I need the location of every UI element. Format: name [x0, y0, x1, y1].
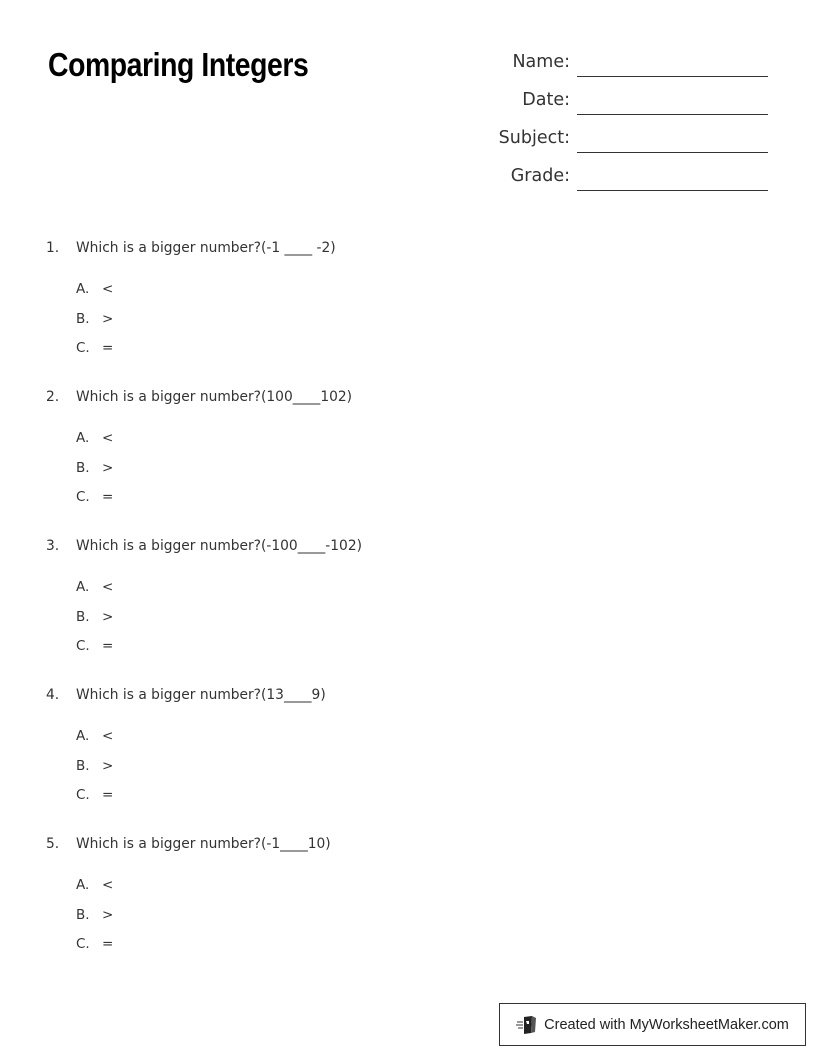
answer-option-b[interactable] — [46, 311, 746, 341]
option-letter: B. — [76, 310, 90, 327]
answer-option-c[interactable] — [46, 787, 746, 817]
answer-option-a[interactable] — [46, 579, 746, 609]
option-letter: B. — [76, 459, 90, 476]
answer-option-c[interactable] — [46, 638, 746, 668]
question-text: Which is a bigger number?(100____102) — [76, 389, 353, 405]
question-number: 2. — [46, 389, 60, 405]
option-text: = — [102, 787, 114, 803]
option-letter: C. — [76, 936, 90, 952]
worksheet-logo-icon — [516, 1015, 538, 1035]
question-1 — [46, 240, 746, 389]
question-header — [46, 538, 746, 579]
field-label: Subject: — [498, 128, 570, 148]
option-letter: C. — [76, 638, 90, 654]
option-letter: A. — [76, 579, 90, 595]
question-3 — [46, 538, 746, 687]
answer-option-c[interactable] — [46, 936, 746, 966]
option-letter: C. — [76, 340, 90, 356]
question-header — [46, 836, 746, 877]
question-number: 3. — [46, 538, 60, 554]
option-text: < — [102, 430, 114, 446]
question-header — [46, 687, 746, 728]
option-text: < — [102, 728, 114, 744]
field-label: Name: — [512, 52, 570, 72]
field-label: Date: — [522, 90, 570, 110]
option-letter: C. — [76, 489, 90, 505]
option-letter: C. — [76, 787, 90, 803]
option-letter: A. — [76, 728, 90, 744]
option-letter: B. — [76, 608, 90, 625]
option-text: < — [102, 281, 114, 297]
option-letter: B. — [76, 757, 90, 774]
option-text: > — [102, 310, 114, 327]
answer-option-b[interactable] — [46, 460, 746, 490]
field-underline — [577, 152, 768, 153]
option-text: > — [102, 757, 114, 774]
field-underline — [577, 190, 768, 191]
question-number: 4. — [46, 687, 60, 703]
question-4 — [46, 687, 746, 836]
option-text: = — [102, 489, 114, 505]
footer-badge[interactable] — [499, 1003, 806, 1046]
footer-text: Created with MyWorksheetMaker.com — [544, 1016, 789, 1033]
option-text: > — [102, 906, 114, 923]
field-underline — [577, 114, 768, 115]
option-text: = — [102, 638, 114, 654]
option-text: = — [102, 936, 114, 952]
option-text: > — [102, 459, 114, 476]
option-letter: B. — [76, 906, 90, 923]
date-field[interactable] — [480, 88, 770, 126]
answer-option-c[interactable] — [46, 340, 746, 370]
option-text: < — [102, 579, 114, 595]
field-label: Grade: — [510, 166, 570, 186]
answer-option-a[interactable] — [46, 281, 746, 311]
question-2 — [46, 389, 746, 538]
subject-field[interactable] — [480, 126, 770, 164]
student-info-fields — [480, 50, 770, 202]
option-text: = — [102, 340, 114, 356]
answer-option-a[interactable] — [46, 728, 746, 758]
question-text: Which is a bigger number?(-1____10) — [76, 836, 331, 852]
option-letter: A. — [76, 430, 90, 446]
answer-option-a[interactable] — [46, 430, 746, 460]
option-letter: A. — [76, 281, 90, 297]
question-text: Which is a bigger number?(-1 ____ -2) — [76, 240, 336, 256]
grade-field[interactable] — [480, 164, 770, 202]
answer-option-b[interactable] — [46, 758, 746, 788]
answer-option-a[interactable] — [46, 877, 746, 907]
option-letter: A. — [76, 877, 90, 893]
answer-option-b[interactable] — [46, 907, 746, 937]
question-text: Which is a bigger number?(13____9) — [76, 687, 326, 703]
option-text: > — [102, 608, 114, 625]
question-5 — [46, 836, 746, 985]
answer-option-c[interactable] — [46, 489, 746, 519]
page-title: Comparing Integers — [48, 46, 309, 83]
question-header — [46, 389, 746, 430]
question-number: 5. — [46, 836, 60, 852]
question-text: Which is a bigger number?(-100____-102) — [76, 538, 362, 554]
name-field[interactable] — [480, 50, 770, 88]
field-underline — [577, 76, 768, 77]
question-list — [46, 240, 746, 985]
question-number: 1. — [46, 240, 60, 256]
option-text: < — [102, 877, 114, 893]
question-header — [46, 240, 746, 281]
answer-option-b[interactable] — [46, 609, 746, 639]
